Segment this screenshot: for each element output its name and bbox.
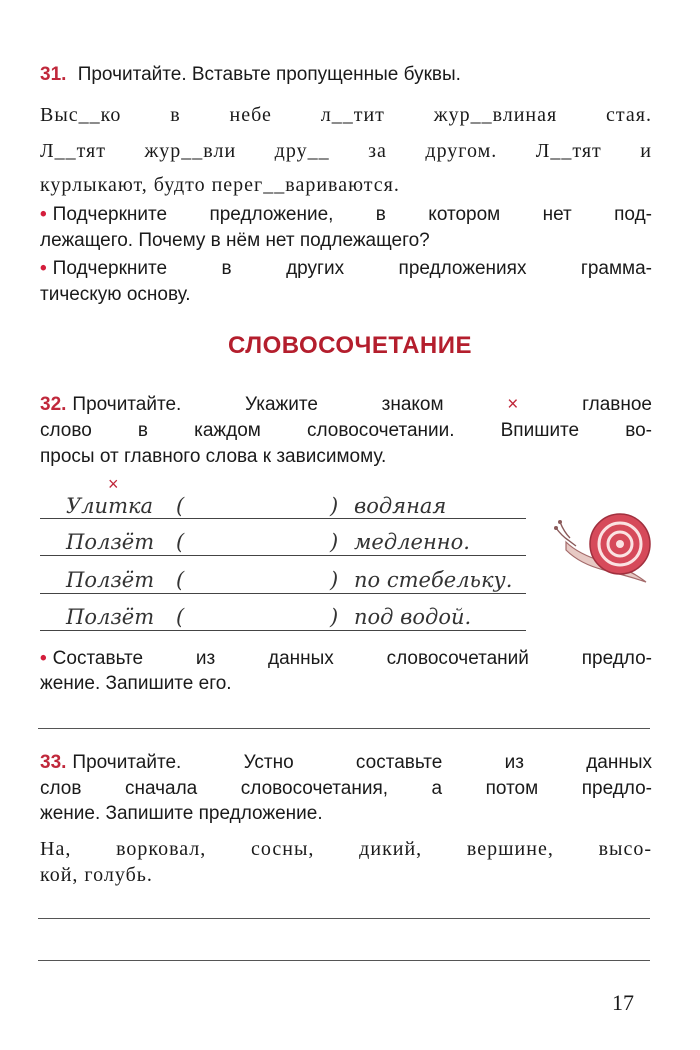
ex31-task-1: • Подчеркните предложение, в котором нет под- [40, 204, 652, 225]
phrase-main-word: Ползёт [66, 568, 155, 592]
phrase-dependent-word: медленно. [354, 530, 470, 554]
open-bracket: ( [176, 568, 185, 592]
ex31-instruction: Прочитайте. Вставьте пропущенные буквы. [77, 64, 461, 85]
phrase-dependent-word: водяная [354, 494, 447, 518]
page-number: 17 [612, 990, 634, 1015]
ex33-instruction-line-1: 33. Прочитайте. Устно составьте из данных [40, 752, 652, 773]
ex31-text-line-2: Л__тят жур__вли дру__ за другом. Л__тят и [40, 140, 652, 162]
writing-line [40, 555, 526, 556]
bullet: • [40, 258, 47, 279]
bullet: • [40, 204, 47, 225]
ex33-number: 33. [40, 752, 67, 773]
ex31-task-2: • Подчеркните в других предложениях грамма- [40, 258, 652, 279]
ex32-instruction-line-3: просы от главного слова к зависимому. [40, 446, 387, 467]
cross-mark: × [108, 474, 119, 494]
phrase-main-word: Ползёт [66, 530, 155, 554]
close-bracket: ) [330, 605, 339, 629]
open-bracket: ( [176, 605, 185, 629]
phrase-dependent-word: под водой. [354, 605, 472, 629]
writing-line [40, 593, 526, 594]
ex31-text-line-3: курлыкают, будто перег__вариваются. [40, 174, 400, 196]
ex32-instruction-line-1: 32. Прочитайте. Укажите знаком × главное [40, 394, 652, 415]
ex31-task-1-cont: лежащего. Почему в нём нет подлежащего? [40, 230, 430, 251]
ex32-task-cont: жение. Запишите его. [40, 673, 232, 694]
writing-line [40, 630, 526, 631]
ex32-number: 32. [40, 394, 67, 415]
phrase-main-word: Ползёт [66, 605, 155, 629]
ex33-instruction-line-3: жение. Запишите предложение. [40, 803, 323, 824]
ex31-number: 31. [40, 64, 67, 85]
answer-line[interactable] [38, 960, 650, 961]
phrase-main-word: Улитка [66, 494, 154, 518]
ex33-instruction-line-2: слов сначала словосочетания, а потом предло- [40, 778, 652, 799]
answer-line[interactable] [38, 918, 650, 919]
ex32-task: • Составьте из данных словосочетаний предло- [40, 648, 652, 669]
ex31-instruction-line [40, 64, 652, 86]
ex31-text-line-1: Выс__ко в небе л__тит жур__влиная стая. [40, 104, 652, 126]
ex31-task-2-cont: тическую основу. [40, 284, 191, 305]
close-bracket: ) [330, 568, 339, 592]
bullet: • [40, 648, 47, 669]
ex33-words-line-1: На, ворковал, сосны, дикий, вершине, высо- [40, 838, 652, 860]
close-bracket: ) [330, 530, 339, 554]
writing-line [40, 518, 526, 519]
section-heading: СЛОВОСОЧЕТАНИЕ [228, 332, 472, 359]
ex32-instruction-line-2: слово в каждом словосочетании. Впишите во- [40, 420, 652, 441]
open-bracket: ( [176, 494, 185, 518]
answer-line[interactable] [38, 728, 650, 729]
snail-illustration [548, 506, 656, 588]
phrase-dependent-word: по стебельку. [354, 568, 513, 592]
ex33-words-line-2: кой, голубь. [40, 864, 153, 886]
close-bracket: ) [330, 494, 339, 518]
open-bracket: ( [176, 530, 185, 554]
cross-symbol: × [507, 394, 519, 415]
